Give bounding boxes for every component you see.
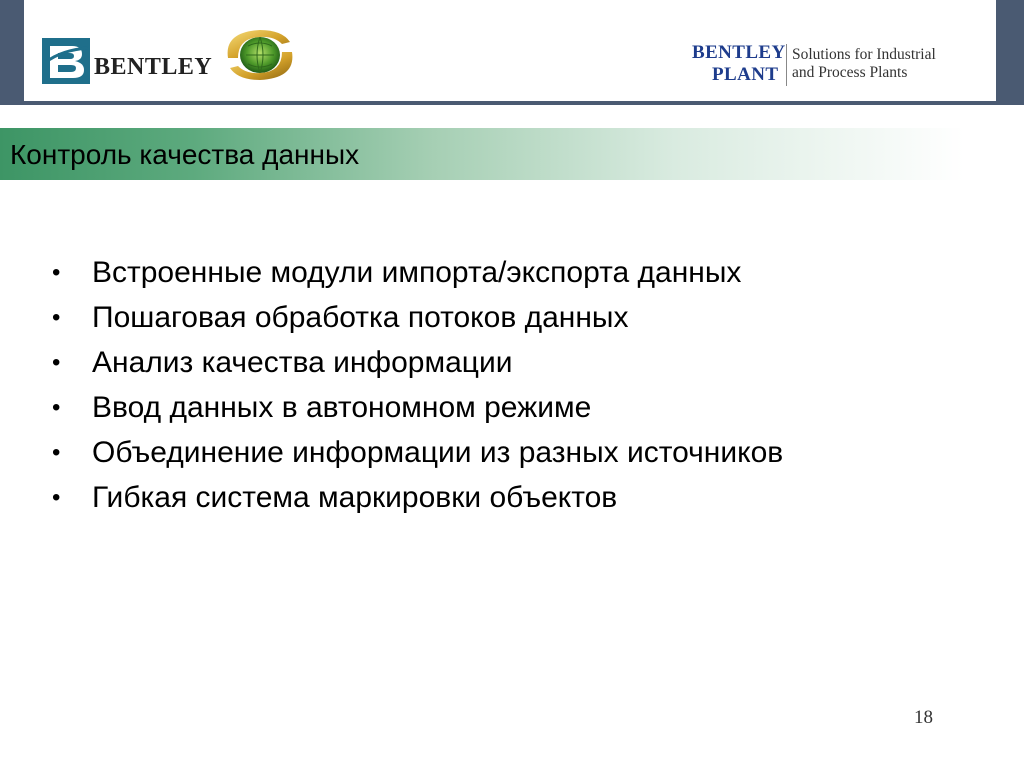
bullet-text: Пошаговая обработка потоков данных — [92, 301, 629, 334]
bullet-text: Встроенные модули импорта/экспорта данных — [92, 256, 742, 289]
plant-tagline-line2: and Process Plants — [792, 64, 908, 81]
bullet-text: Ввод данных в автономном режиме — [92, 391, 592, 424]
bentley-wordmark: BENTLEY — [94, 54, 213, 80]
plant-tagline-line1: Solutions for Industrial — [792, 46, 936, 63]
bullet-icon: • — [52, 439, 61, 466]
plant-wordmark-line2: PLANT — [712, 64, 779, 85]
bullet-icon: • — [52, 259, 61, 286]
bentley-plant-logo — [692, 42, 982, 90]
logo-divider — [786, 44, 787, 86]
swirl-globe-logo-icon — [220, 24, 300, 86]
bullet-icon: • — [52, 484, 61, 511]
plant-wordmark-line1: BENTLEY — [692, 42, 786, 63]
header-panel — [24, 0, 996, 101]
header-band — [0, 0, 1024, 105]
bullet-icon: • — [52, 394, 61, 421]
plant-tagline — [792, 46, 936, 82]
title-bar — [0, 128, 964, 180]
page-number: 18 — [914, 707, 933, 728]
bentley-logo — [42, 38, 213, 86]
bullet-icon: • — [52, 304, 61, 331]
bullet-text: Объединение информации из разных источников — [92, 436, 784, 469]
plant-wordmark — [692, 42, 786, 86]
bullet-icon: • — [52, 349, 61, 376]
bentley-b-logo-icon — [42, 38, 90, 84]
bullet-text: Гибкая система маркировки объектов — [92, 481, 618, 514]
bullet-text: Анализ качества информации — [92, 346, 513, 379]
slide-title: Контроль качества данных — [10, 139, 360, 170]
